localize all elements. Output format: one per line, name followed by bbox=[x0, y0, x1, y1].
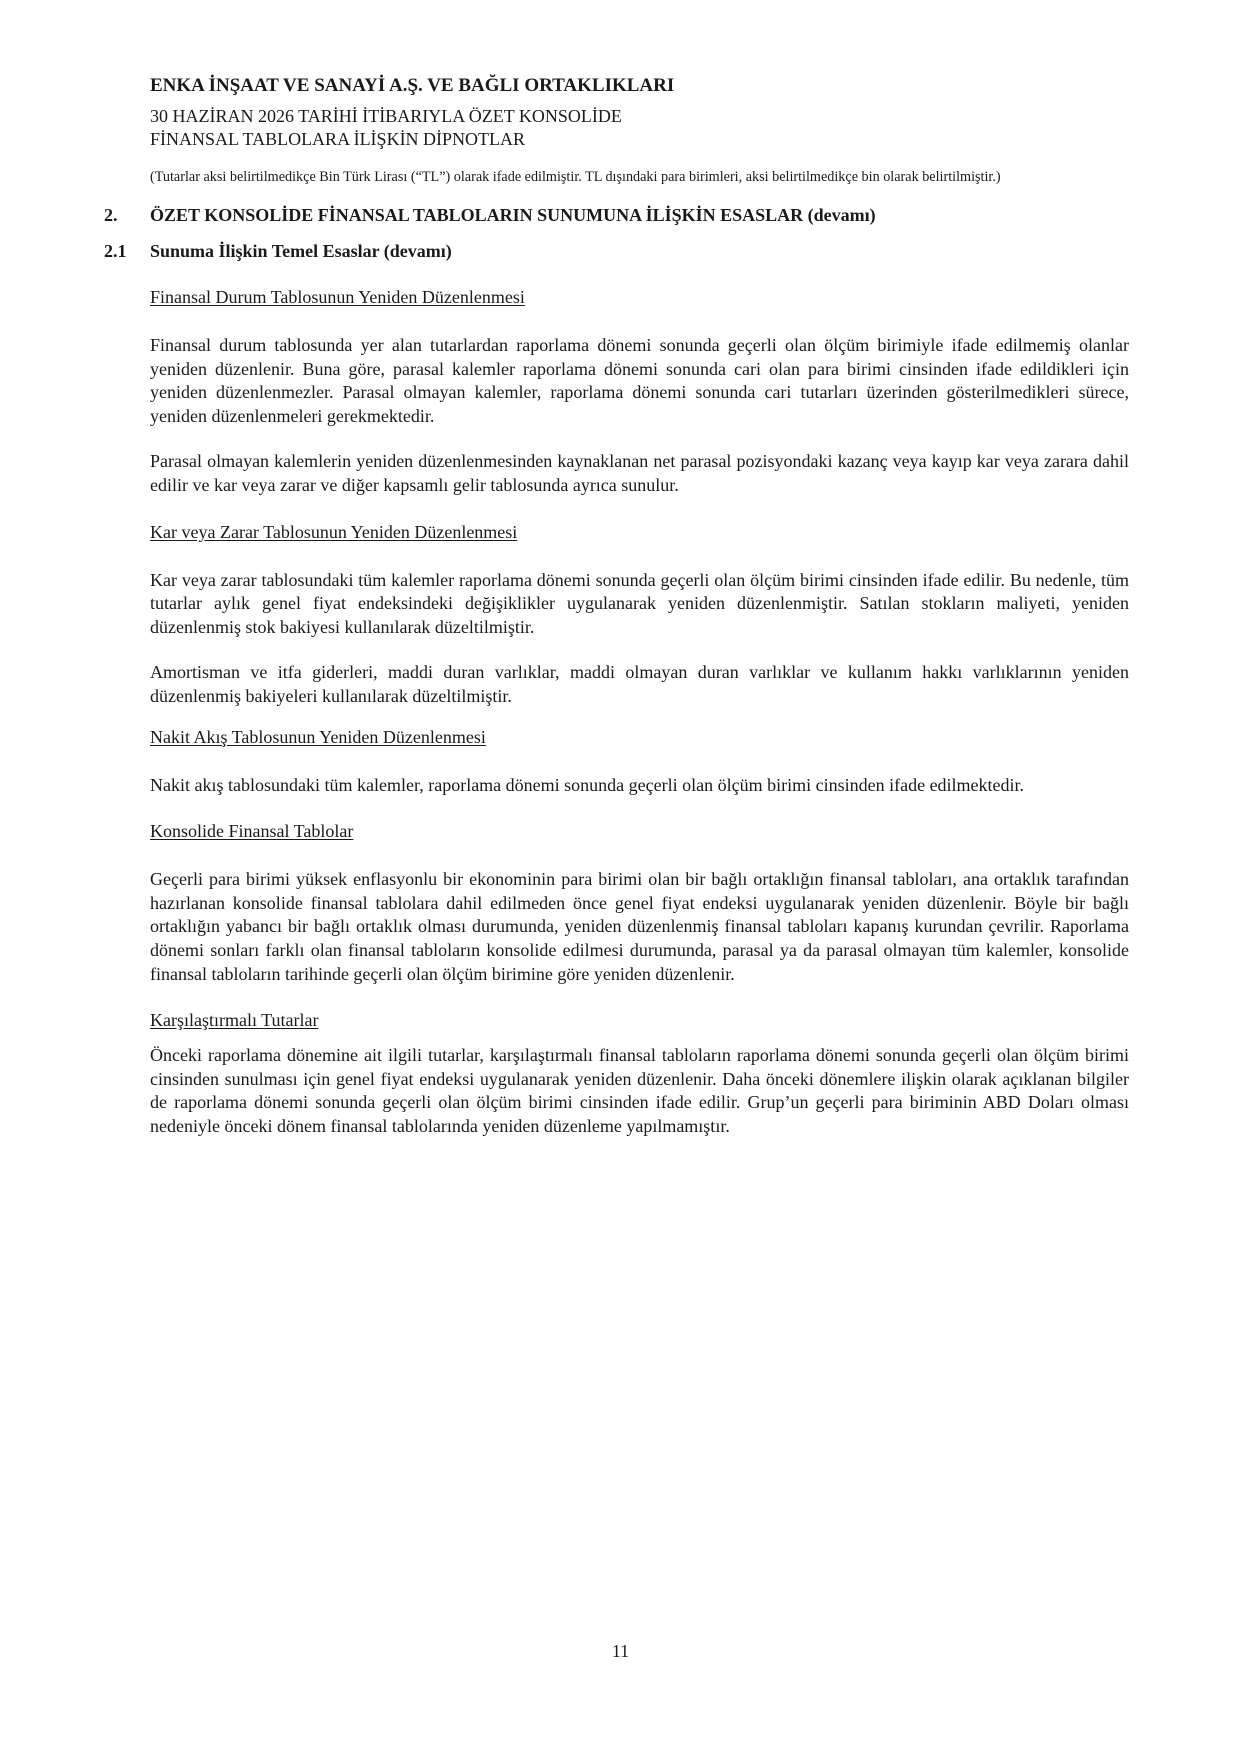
section-number: 2. bbox=[104, 205, 118, 225]
paragraph: Kar veya zarar tablosundaki tüm kalemler raporlama dönemi sonunda geçerli olan ölçüm birimi cinsinden ifade edilir. Bu nedenle, tüm tutarlar aylık genel fiyat endeksindeki değişiklikler uygulanarak yeniden düzenlenmiştir. Satılan stokların maliyeti, yeniden düzenlenmiş stok bakiyesi kullanılarak düzeltilmiştir. bbox=[150, 569, 1129, 637]
paragraph: Parasal olmayan kalemlerin yeniden düzenlenmesinden kaynaklanan net parasal pozisyondaki kazanç veya kayıp kar veya zarara dahil edilir ve kar veya zarar ve diğer kapsamlı gelir tablosunda ayrıca sunulur. bbox=[150, 451, 1129, 495]
paragraph: Geçerli para birimi yüksek enflasyonlu bir ekonominin para birimi olan bir bağlı ortaklığın finansal tabloları, ana ortaklık tarafından hazırlanan konsolide finansal tablolara dahil edilmeden önce genel fiyat endeksi uygulanarak yeniden düzenlenir. Böyle bir bağlı ortaklığın yabancı bir bağlı ortaklık olması durumunda, yeniden düzenlenmiş finansal tabloları kapanış kurundan çevrilir. Raporlama dönemi sonları farklı olan finansal tabloların konsolide edilmesi durumunda, parasal ya da parasal olmayan tüm kalemler, konsolide finansal tabloların tarihinde geçerli olan ölçüm birimine göre yeniden düzenlenir. bbox=[150, 869, 1129, 984]
document-page bbox=[104, 74, 1129, 1138]
subsection-title: Sunuma İlişkin Temel Esaslar (devamı) bbox=[150, 241, 452, 261]
topic-title-profit-loss: Kar veya Zarar Tablosunun Yeniden Düzenlenmesi bbox=[150, 521, 518, 542]
page-number: 11 bbox=[611, 1641, 630, 1661]
paragraph: Nakit akış tablosundaki tüm kalemler, raporlama dönemi sonunda geçerli olan ölçüm birimi cinsinden ifade edilmektedir. bbox=[150, 774, 1025, 795]
currency-note: (Tutarlar aksi belirtilmedikçe Bin Türk Lirası (“TL”) olarak ifade edilmiştir. TL dışındaki para birimleri, aksi belirtilmedikçe bin olarak belirtilmiştir.) bbox=[150, 169, 1001, 185]
report-subtitle-line2: FİNANSAL TABLOLARA İLİŞKİN DİPNOTLAR bbox=[150, 129, 526, 149]
paragraph: Önceki raporlama dönemine ait ilgili tutarlar, karşılaştırmalı finansal tabloların raporlama dönemi sonunda geçerli olan ölçüm birimi cinsinden sunulması için genel fiyat endeksi uygulanarak yeniden düzenlenir. Daha önceki dönemlere ilişkin olarak açıklanan bilgiler de raporlama dönemi sonunda geçerli olan ölçüm birimi cinsinden ifade edilir. Grup’un geçerli para biriminin ABD Doları olması nedeniyle önceki dönem finansal tablolarında yeniden düzenleme yapılmamıştır. bbox=[150, 1045, 1129, 1136]
topic-title-comparative: Karşılaştırmalı Tutarlar bbox=[150, 1010, 319, 1031]
section-title: ÖZET KONSOLİDE FİNANSAL TABLOLARIN SUNUMUNA İLİŞKİN ESASLAR (devamı) bbox=[150, 205, 876, 225]
section-heading bbox=[104, 204, 1129, 227]
subsection-heading bbox=[104, 240, 1129, 263]
company-title: ENKA İNŞAAT VE SANAYİ A.Ş. VE BAĞLI ORTAKLIKLARI bbox=[150, 75, 675, 96]
topic-title-cash-flow: Nakit Akış Tablosunun Yeniden Düzenlenmesi bbox=[150, 726, 486, 747]
topic-title-financial-position: Finansal Durum Tablosunun Yeniden Düzenlenmesi bbox=[150, 287, 525, 307]
subsection-number: 2.1 bbox=[104, 241, 127, 261]
paragraph: Finansal durum tablosunda yer alan tutarlardan raporlama dönemi sonunda geçerli olan ölçüm birimiyle ifade edilmemiş olanlar yeniden düzenlenir. Buna göre, parasal kalemler raporlama dönemi sonunda cari olan para birimi cinsinden ifade edildikleri için yeniden düzenlenmezler. Parasal olmayan kalemler, raporlama dönemi sonunda cari tutarları üzerinden gösterilmedikleri sürece, yeniden düzenlenmeleri gerekmektedir. bbox=[150, 335, 1129, 426]
report-subtitle-line1: 30 HAZİRAN 2026 TARİHİ İTİBARIYLA ÖZET KONSOLİDE bbox=[150, 106, 622, 126]
topic-title-consolidated: Konsolide Finansal Tablolar bbox=[150, 821, 354, 842]
paragraph: Amortisman ve itfa giderleri, maddi duran varlıklar, maddi olmayan duran varlıklar ve kullanım hakkı varlıklarının yeniden düzenlenmiş bakiyeleri kullanılarak düzeltilmiştir. bbox=[150, 662, 1129, 706]
